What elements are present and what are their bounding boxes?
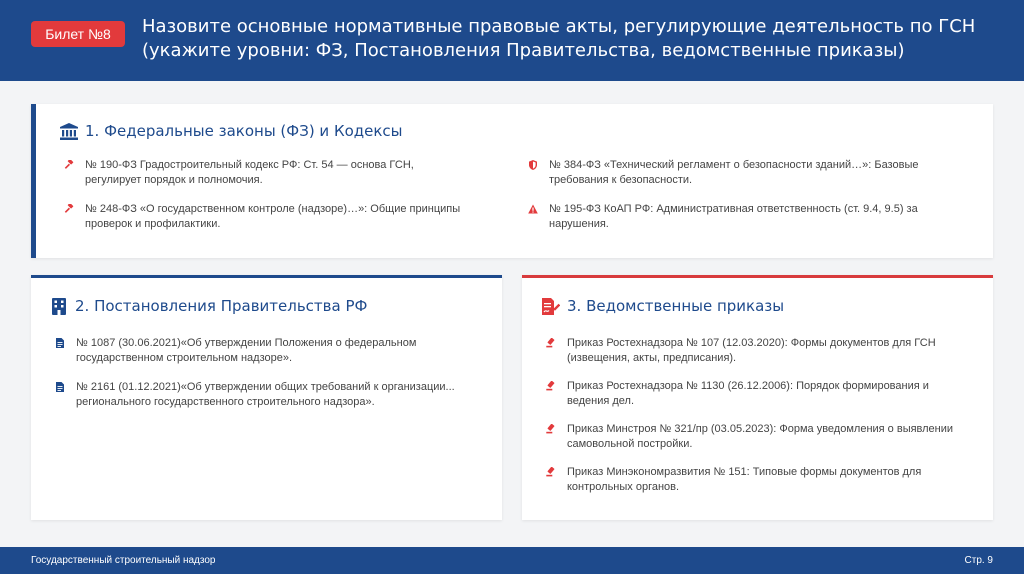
- item-text: № 190-ФЗ Градостроительный кодекс РФ: Ст. 54 — основа ГСН, регулирует порядок и полномочия.: [85, 159, 414, 186]
- item-text: № 1087 (30.06.2021)«Об утверждении Положения о федеральном государственном строительном надзоре».: [76, 337, 417, 364]
- document-icon: [55, 338, 65, 348]
- bank-icon: [59, 122, 79, 140]
- item-text: Приказ Минэкономразвития № 151: Типовые формы документов для контрольных органов.: [567, 466, 922, 493]
- warning-icon: [528, 204, 538, 214]
- section-title-text: 1. Федеральные законы (ФЗ) и Кодексы: [85, 122, 403, 140]
- government-decrees-title: [49, 297, 367, 315]
- list-item: [55, 336, 455, 366]
- header-bar: [0, 0, 1024, 81]
- document-icon: [55, 382, 65, 392]
- item-text: Приказ Ростехнадзора № 1130 (26.12.2006): Порядок формирования и ведения дел.: [567, 380, 929, 407]
- list-item: [55, 380, 455, 410]
- list-item: [528, 202, 968, 232]
- item-text: Приказ Ростехнадзора № 107 (12.03.2020): Формы документов для ГСН (извещения, акты, предписания).: [567, 337, 936, 364]
- shield-icon: [528, 160, 538, 170]
- item-text: № 248-ФЗ «О государственном контроле (надзоре)…»: Общие принципы проверок и профилактики.: [85, 203, 461, 230]
- list-item: [546, 422, 966, 452]
- signature-icon: [541, 297, 561, 315]
- list-item: [546, 379, 966, 409]
- title-line-2: (укажите уровни: ФЗ, Постановления Правительства, ведомственные приказы): [142, 40, 905, 61]
- gavel-icon: [64, 160, 74, 170]
- list-item: [64, 158, 464, 188]
- departmental-orders-title: [541, 297, 784, 315]
- stamp-icon: [546, 424, 556, 434]
- ticket-badge: Билет №8: [31, 21, 125, 47]
- gavel-icon: [64, 204, 74, 214]
- list-item: [528, 158, 968, 188]
- title-line-1: Назовите основные нормативные правовые акты, регулирующие деятельность по ГСН: [142, 16, 976, 37]
- departmental-orders-card: [522, 275, 993, 520]
- page-title: [142, 15, 1012, 63]
- item-text: № 384-ФЗ «Технический регламент о безопасности зданий…»: Базовые требования к безопасности.: [549, 159, 919, 186]
- stamp-icon: [546, 381, 556, 391]
- item-text: № 2161 (01.12.2021)«Об утверждении общих требований к организации... регионального государственного строительного надзора».: [76, 381, 455, 408]
- building-icon: [49, 297, 69, 315]
- federal-laws-card: [31, 104, 993, 258]
- stamp-icon: [546, 338, 556, 348]
- footer-bar: [0, 547, 1024, 574]
- section-title-text: 2. Постановления Правительства РФ: [75, 297, 368, 315]
- stamp-icon: [546, 467, 556, 477]
- page-number: Стр. 9: [964, 555, 993, 566]
- list-item: [546, 465, 966, 495]
- section-title-text: 3. Ведомственные приказы: [567, 297, 785, 315]
- list-item: [64, 202, 464, 232]
- item-text: № 195-ФЗ КоАП РФ: Административная ответственность (ст. 9.4, 9.5) за нарушения.: [549, 203, 918, 230]
- federal-laws-title: [59, 122, 403, 140]
- item-text: Приказ Минстроя № 321/пр (03.05.2023): Форма уведомления о выявлении самовольной постройки.: [567, 423, 954, 450]
- government-decrees-card: [31, 275, 502, 520]
- list-item: [546, 336, 966, 366]
- footer-left-text: Государственный строительный надзор: [31, 555, 216, 566]
